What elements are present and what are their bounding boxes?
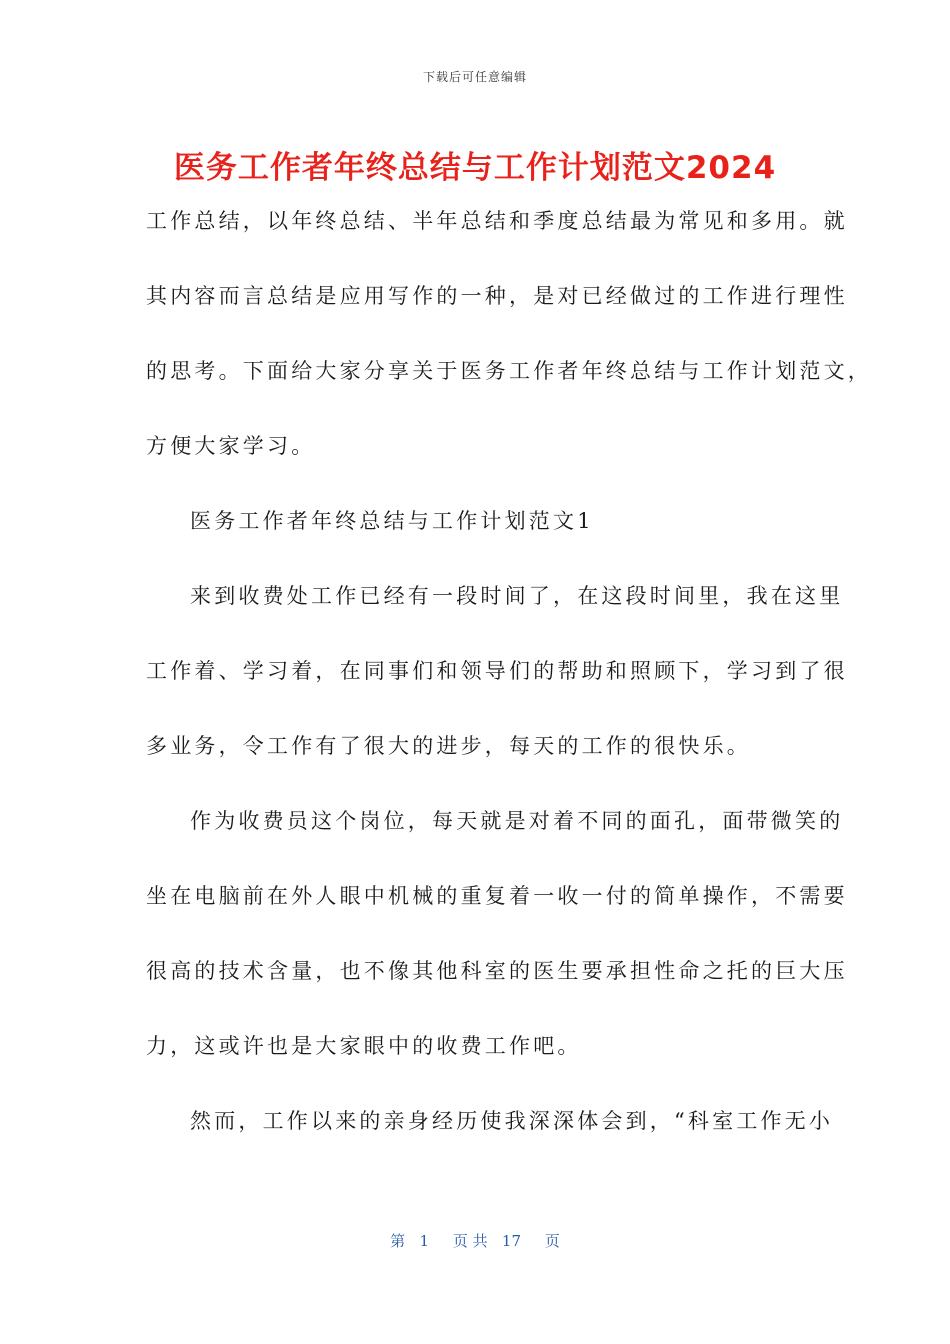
document-body — [146, 198, 872, 1173]
paragraph-line: 工作着、学习着，在同事们和领导们的帮助和照顾下，学习到了很 — [146, 659, 848, 683]
paragraph-line: 作为收费员这个岗位，每天就是对着不同的面孔，面带微笑的 — [190, 809, 844, 833]
paragraph-line: 然而，工作以来的亲身经历使我深深体会到，“科室工作无小 — [190, 1109, 834, 1133]
page-footer: 第 1 页 共 17 页 — [390, 1232, 560, 1250]
paragraph-line: 很高的技术含量，也不像其他科室的医生要承担性命之托的巨大压 — [146, 959, 848, 983]
paragraph-line: 的思考。下面给大家分享关于医务工作者年终总结与工作计划范文， — [146, 359, 872, 383]
paragraph-line: 方便大家学习。 — [146, 434, 316, 458]
paragraph-line: 来到收费处工作已经有一段时间了，在这段时间里，我在这里 — [190, 584, 844, 608]
section-heading: 医务工作者年终总结与工作计划范文1 — [190, 509, 594, 533]
paragraph-line: 其内容而言总结是应用写作的一种，是对已经做过的工作进行理性 — [146, 284, 848, 308]
header-note: 下载后可任意编辑 — [422, 70, 527, 84]
paragraph-line: 工作总结，以年终总结、半年总结和季度总结最为常见和多用。就 — [146, 209, 848, 233]
paragraph-line: 坐在电脑前在外人眼中机械的重复着一收一付的简单操作，不需要 — [146, 884, 848, 908]
paragraph-line: 多业务，令工作有了很大的进步，每天的工作的很快乐。 — [146, 734, 751, 758]
paragraph-line: 力，这或许也是大家眼中的收费工作吧。 — [146, 1034, 582, 1058]
document-title: 医务工作者年终总结与工作计划范文2024 — [173, 150, 777, 186]
